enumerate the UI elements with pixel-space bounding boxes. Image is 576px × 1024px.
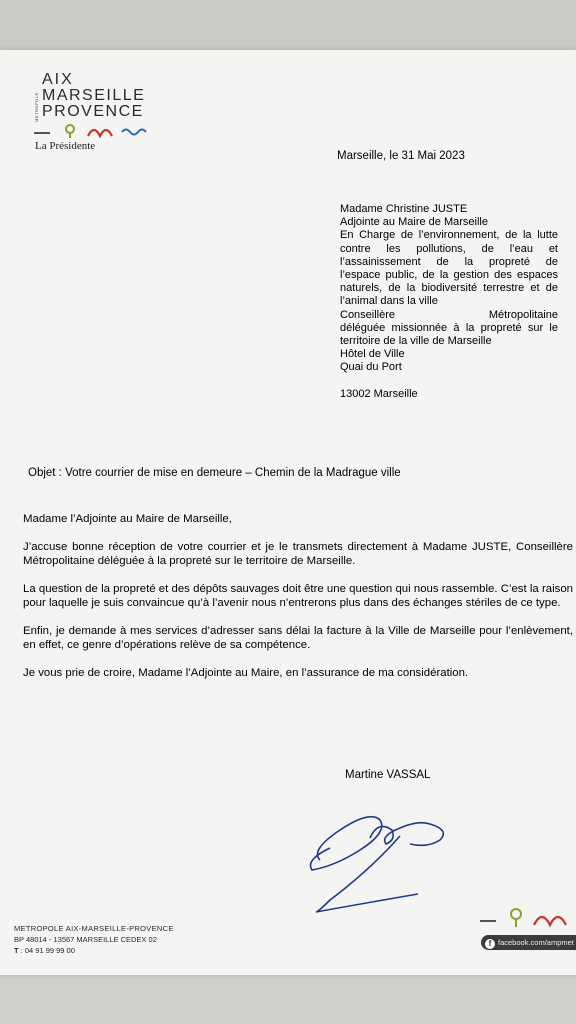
recipient-address — [340, 203, 558, 401]
recipient-line: l’animal dans la ville — [340, 295, 438, 308]
logo-subtitle: La Présidente — [35, 140, 96, 152]
facebook-badge — [481, 935, 576, 950]
paragraph: Enfin, je demande à mes services d’adresser sans délai la facture à la Ville de Marseille pour l’enlèvement, en effet, ce genre d’opérations relève de sa compétence. — [23, 625, 573, 651]
recipient-line: En Charge de l’environnement, de la lutte — [340, 229, 558, 242]
recipient-line: l’espace public, de la gestion des espaces — [340, 269, 558, 282]
recipient-line: Quai du Port — [340, 361, 402, 374]
letter-date: Marseille, le 31 Mai 2023 — [337, 150, 465, 162]
paragraph: La question de la propreté et des dépôts sauvages doit être une question qui nous rassemble. C’est la raison pour laquelle je suis convaincue qu’à l’avenir nous n’entrerons plus dans des échanges stériles de ce type. — [23, 583, 573, 609]
letter-object: Objet : Votre courrier de mise en demeure – Chemin de la Madrague ville — [28, 467, 401, 479]
facebook-icon: f — [485, 939, 495, 949]
signatory-name: Martine VASSAL — [345, 769, 431, 781]
footer-address: BP 48014 - 13567 MARSEILLE CEDEX 02 — [14, 935, 157, 944]
paragraph: J’accuse bonne réception de votre courrier et je le transmets directement à Madame JUSTE, Conseillère Métropolitaine déléguée à la propreté sur le territoire de Marseille. — [23, 541, 573, 567]
photo-background-top — [0, 0, 576, 52]
logo-line-marseille: MARSEILLE — [42, 87, 146, 104]
recipient-line: Adjointe au Maire de Marseille — [340, 216, 488, 229]
recipient-line: Hôtel de Ville — [340, 348, 405, 361]
footer-phone — [14, 945, 174, 956]
recipient-line: déléguée missionnée à la propreté sur le — [340, 321, 558, 334]
logo-side-text: METROPOLE — [34, 92, 39, 122]
facebook-link: facebook.com/ampmet — [498, 938, 574, 947]
photo-background-bottom — [0, 968, 576, 1024]
logo-line-provence: PROVENCE — [42, 103, 144, 120]
recipient-line: contre les pollutions, de l’eau et — [340, 242, 558, 255]
recipient-line: Madame Christine JUSTE — [340, 203, 468, 215]
letter-body — [23, 512, 573, 694]
logo-line-aix: AIX — [42, 71, 74, 88]
recipient-line: Conseillère Métropolitaine — [340, 308, 558, 321]
salutation: Madame l’Adjointe au Maire de Marseille, — [23, 513, 232, 525]
footer-phone-number: : 04 91 99 99 00 — [20, 946, 75, 955]
recipient-postal: 13002 Marseille — [340, 387, 418, 400]
recipient-line: naturels, de la biodiversité terrestre et de — [340, 282, 558, 295]
phone-icon: T — [14, 946, 19, 955]
footer-org: METROPOLE AIX-MARSEILLE-PROVENCE — [14, 924, 174, 933]
footer-logo-symbols-icon — [480, 905, 576, 934]
recipient-line: territoire de la ville de Marseille — [340, 335, 492, 348]
closing: Je vous prie de croire, Madame l’Adjointe au Maire, en l’assurance de ma considération. — [23, 667, 469, 679]
letter-footer — [14, 923, 174, 956]
recipient-line: l’assainissement de la propreté de — [340, 255, 558, 268]
metropole-logo — [34, 72, 164, 152]
logo-symbols-icon — [34, 124, 164, 138]
handwritten-signature — [300, 800, 470, 925]
